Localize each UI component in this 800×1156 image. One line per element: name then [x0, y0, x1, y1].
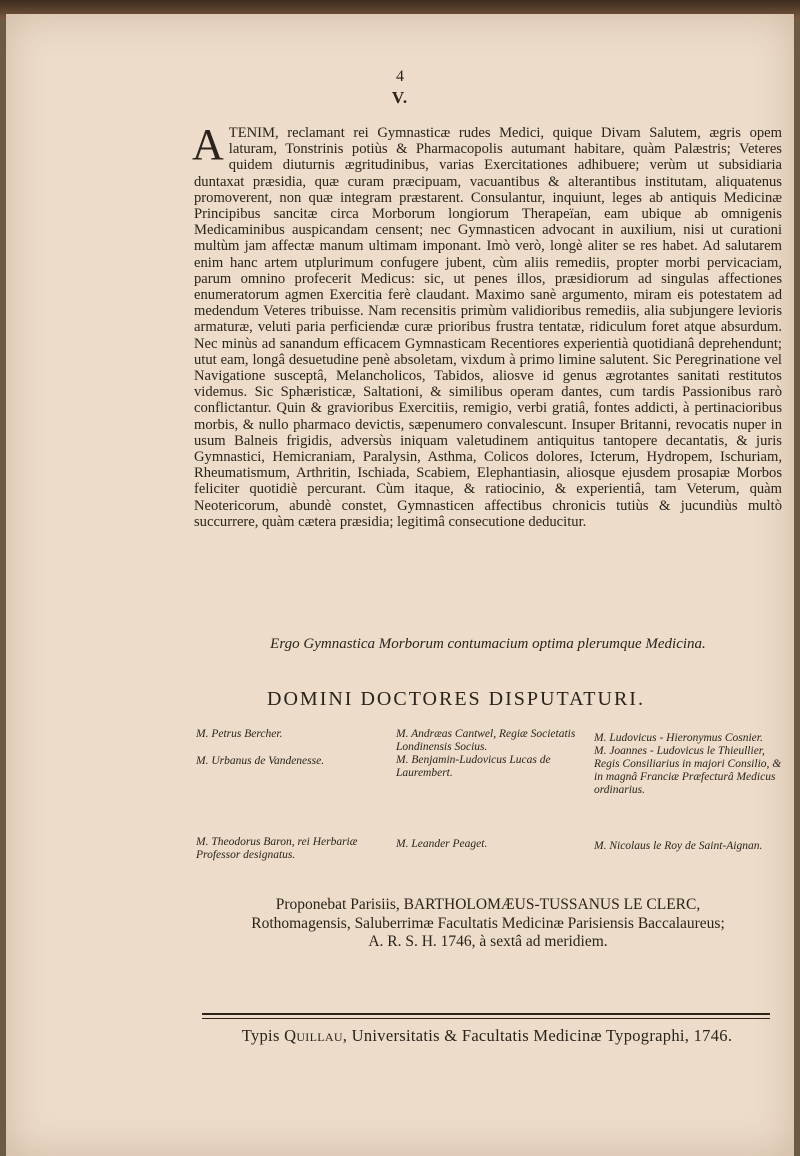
doctor-column-2 [396, 728, 576, 780]
proponebat-line: A. R. S. H. 1746, à sextâ ad meridiem. [368, 933, 608, 951]
conclusion: Ergo Gymnastica Morborum contumacium optima plerumque Medicina. [270, 636, 706, 652]
section-title: V. [391, 88, 409, 107]
doctors-heading: DOMINI DOCTORES DISPUTATURI. [267, 688, 645, 710]
doctor-column-3 [594, 732, 784, 797]
proponebat-block [198, 896, 778, 952]
page-number: 4 [396, 68, 404, 85]
doctor-entry: M. Nicolaus le Roy de Saint-Aignan. [594, 840, 763, 852]
doctor-entry: M. Joannes - Ludovicus le Thieullier, Regis Consiliarius in majori Consilio, & in magnâ Franciæ Præfecturâ Medicus ordinarius. [594, 745, 782, 796]
doctor-entry: M. Ludovicus - Hieronymus Cosnier. [594, 732, 763, 744]
doctor-entry: M. Leander Peaget. [396, 838, 488, 850]
proponebat-line: Rothomagensis, Saluberrimæ Facultatis Medicinæ Parisiensis Baccalaureus; [251, 914, 725, 932]
doctor-column-1 [196, 728, 386, 768]
printer-name: Quillau [284, 1026, 343, 1045]
document-page [6, 14, 794, 1156]
drop-cap: A [192, 120, 224, 169]
doctor-entry: M. Andræas Cantwel, Regiæ Societatis Londinensis Socius. [396, 728, 576, 753]
body-text: TENIM, reclamant rei Gymnasticæ rudes Medici, quique Divam Salutem, ægris opem laturam, Tonstrinis potiùs & Pharmacopolis autumant habitare, quàm Palæstris; Veteres quidem diuturnis ægritudinibus, varias Exercitationes adhibuere; verùm ut subsidiaria duntaxat præsidia, quæ curam præcipuam, vacuantibus & alterantibus institutam, aliquatenus promoverent, non quæ integram præstarent. Consulantur, inquiunt, leges ab antiquis Medicinæ Principibus sancitæ circa Morborum longiorum Therapeïan, eam ubique ab omnigenis Medicaminibus auspicandam censent; nec Gymnasticen advocant in auxilium, nisi ut curationi multùm jam affectæ manum ultimam imponant. Imò verò, longè aliter se res habet. Ad salutarem enim hanc artem utplurimum confugere jubent, cùm aliis remediis, propter morbi pervicaciam, parum omnino profecerit Medicus: sic, ut penes illos, præsidiorum ad singulas affectiones enumeratorum agmen Exercitia ferè claudant. Maximo sanè argumento, miram eis potestatem ad medendum Veteres tribuisse. Nam recensitis primùm validioribus remediis, alia subjungere levioris armaturæ, veluti paria perficiendæ curæ prioribus frustra tentatæ, ridiculum foret atque absurdum. Nec minùs ad sanandum efficacem Gymnasticam Recentiores experientià quotidianâ deprehendunt; utut eam, longâ desuetudine penè absoletam, vixdum à primo limine salutent. Sic Peregrinatione vel Navigatione susceptâ, Melancholicos, Tabidos, aliosve id genus ægrotantes sanitati restitutos videmus. Sic Sphæristicæ, Saltationi, & similibus operam dantes, cum tardis Passionibus rarò conflictantur. Quin & gravioribus Exercitiis, remigio, verbi gratiâ, fontes addicti, à pertinacioribus morbis, & nullo pharmaco devictis, sæpenumero convalescunt. Insuper Britanni, revocatis nuper in usum Balneis frigidis, adversùs iniquam valetudinem antiquitus tantopere decantatis, & juris Gymnastici, Hemicraniam, Paralysin, Asthma, Colicos dolores, Icterum, Hydropem, Ischuriam, Rheumatismum, Arthritin, Ischiada, Scabiem, Elephantiasin, aliosque ejusdem prosapiæ Morbos feliciter quotidiè percurant. Cùm itaque, & ratiocinio, & experientiâ, tam Veterum, quàm Neotericorum, abundè constet, Gymnasticen affectibus chronicis tutiùs & jucundiùs multò succurrere, quàm cætera præsidia; legitimâ consecutione deducitur. [194, 125, 782, 530]
body-paragraph [192, 120, 782, 530]
divider-rule [202, 1013, 770, 1015]
printer-prefix: Typis [241, 1026, 280, 1045]
doctor-entry: M. Benjamin-Ludovicus Lucas de Laurembert. [396, 754, 551, 779]
doctor-entry: M. Petrus Bercher. [196, 728, 283, 740]
divider-rule [202, 1018, 770, 1019]
doctor-entry: M. Theodorus Baron, rei Herbariæ Professor designatus. [196, 836, 358, 861]
doctor-entry: M. Urbanus de Vandenesse. [196, 755, 325, 767]
printer-imprint [202, 1026, 772, 1046]
printer-suffix: , Universitatis & Facultatis Medicinæ Typographi, 1746. [342, 1026, 733, 1045]
proponebat-line: Proponebat Parisiis, BARTHOLOMÆUS-TUSSANUS LE CLERC, [275, 896, 701, 913]
